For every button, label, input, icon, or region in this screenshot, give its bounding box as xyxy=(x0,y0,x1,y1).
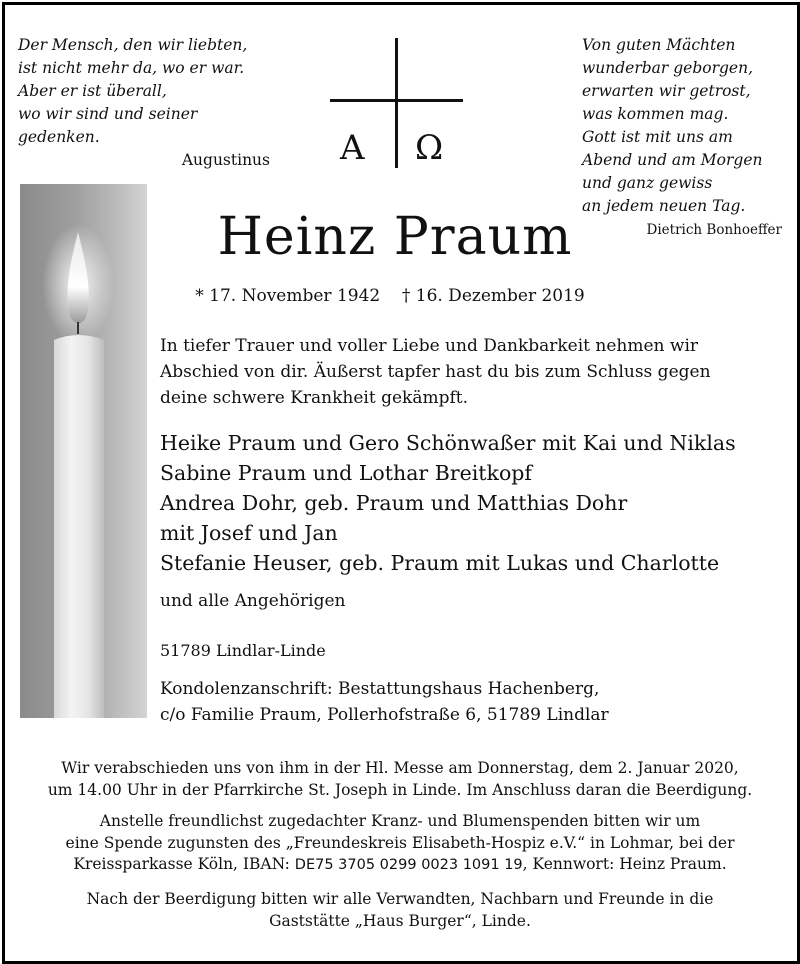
service-line: Wir verabschieden uns von ihm in der Hl. Messe am Donnerstag, dem 2. Januar 2020, xyxy=(61,759,739,777)
family-line: Andrea Dohr, geb. Praum und Matthias Dohr xyxy=(160,491,628,515)
death-date: † 16. Dezember 2019 xyxy=(401,286,585,306)
relatives-text: und alle Angehörigen xyxy=(160,591,346,611)
family-line: Sabine Praum und Lothar Breitkopf xyxy=(160,461,533,485)
after-line: Nach der Beerdigung bitten wir alle Verwandten, Nachbarn und Freunde in die xyxy=(86,890,714,908)
family-list xyxy=(160,428,790,578)
omega-symbol: Ω xyxy=(415,128,444,168)
quote-line: Abend und am Morgen xyxy=(582,151,763,169)
candle-icon xyxy=(20,184,147,718)
donation-line: eine Spende zugunsten des „Freundeskreis Elisabeth-Hospiz e.V.“ in Lohmar, bei der xyxy=(65,833,735,852)
service-info xyxy=(20,758,780,801)
quote-line: Aber er ist überall, xyxy=(18,82,167,100)
alpha-symbol: A xyxy=(340,128,365,168)
donation-keyword: , Kennwort: Heinz Praum. xyxy=(522,855,727,873)
intro-line: deine schwere Krankheit gekämpft. xyxy=(160,388,468,408)
quote-line: wunderbar geborgen, xyxy=(582,59,753,77)
cross-icon-horizontal xyxy=(330,99,463,102)
intro-text xyxy=(160,333,780,411)
quote-line: ist nicht mehr da, wo er war. xyxy=(18,59,245,77)
donation-info xyxy=(20,811,780,877)
donation-line: Anstelle freundlichst zugedachter Kranz- und Blumenspenden bitten wir um xyxy=(99,812,701,830)
address-line: Kondolenzanschrift: Bestattungshaus Hachenberg, xyxy=(160,679,600,699)
quote-author: Dietrich Bonhoeffer xyxy=(646,222,782,238)
after-funeral-info xyxy=(20,889,780,932)
quote-line: Gott ist mit uns am xyxy=(582,128,733,146)
family-line: Heike Praum und Gero Schönwaßer mit Kai und Niklas xyxy=(160,431,736,455)
address-line: c/o Familie Praum, Pollerhofstraße 6, 51789 Lindlar xyxy=(160,705,609,725)
quote-line: Der Mensch, den wir liebten, xyxy=(18,36,248,54)
donation-line xyxy=(20,854,780,877)
birth-date: * 17. November 1942 xyxy=(195,286,381,306)
deceased-name: Heinz Praum xyxy=(217,207,573,267)
intro-line: In tiefer Trauer und voller Liebe und Dankbarkeit nehmen wir xyxy=(160,336,699,356)
iban-number: DE75 3705 0299 0023 1091 19 xyxy=(294,857,523,873)
condolence-address xyxy=(160,676,780,728)
life-dates xyxy=(160,284,620,308)
service-line: um 14.00 Uhr in der Pfarrkirche St. Joseph in Linde. Im Anschluss daran die Beerdigung. xyxy=(47,780,753,799)
donation-bank: Kreissparkasse Köln, IBAN: xyxy=(73,855,295,873)
after-line: Gaststätte „Haus Burger“, Linde. xyxy=(269,911,531,930)
quote-line: Von guten Mächten xyxy=(582,36,736,54)
family-line: mit Josef und Jan xyxy=(160,521,338,545)
family-line: Stefanie Heuser, geb. Praum mit Lukas und Charlotte xyxy=(160,551,720,575)
intro-line: Abschied von dir. Äußerst tapfer hast du bis zum Schluss gegen xyxy=(160,362,711,382)
place-text: 51789 Lindlar-Linde xyxy=(160,641,326,660)
quote-augustinus xyxy=(18,34,278,172)
candle-image xyxy=(20,184,147,718)
quote-line: was kommen mag. xyxy=(582,105,729,123)
quote-line: und ganz gewiss xyxy=(582,174,713,192)
quote-line: erwarten wir getrost, xyxy=(582,82,751,100)
cross-icon-vertical xyxy=(395,38,398,168)
quote-author: Augustinus xyxy=(181,151,270,169)
quote-line: wo wir sind und seiner gedenken. xyxy=(18,105,198,146)
quote-line: an jedem neuen Tag. xyxy=(582,197,746,215)
